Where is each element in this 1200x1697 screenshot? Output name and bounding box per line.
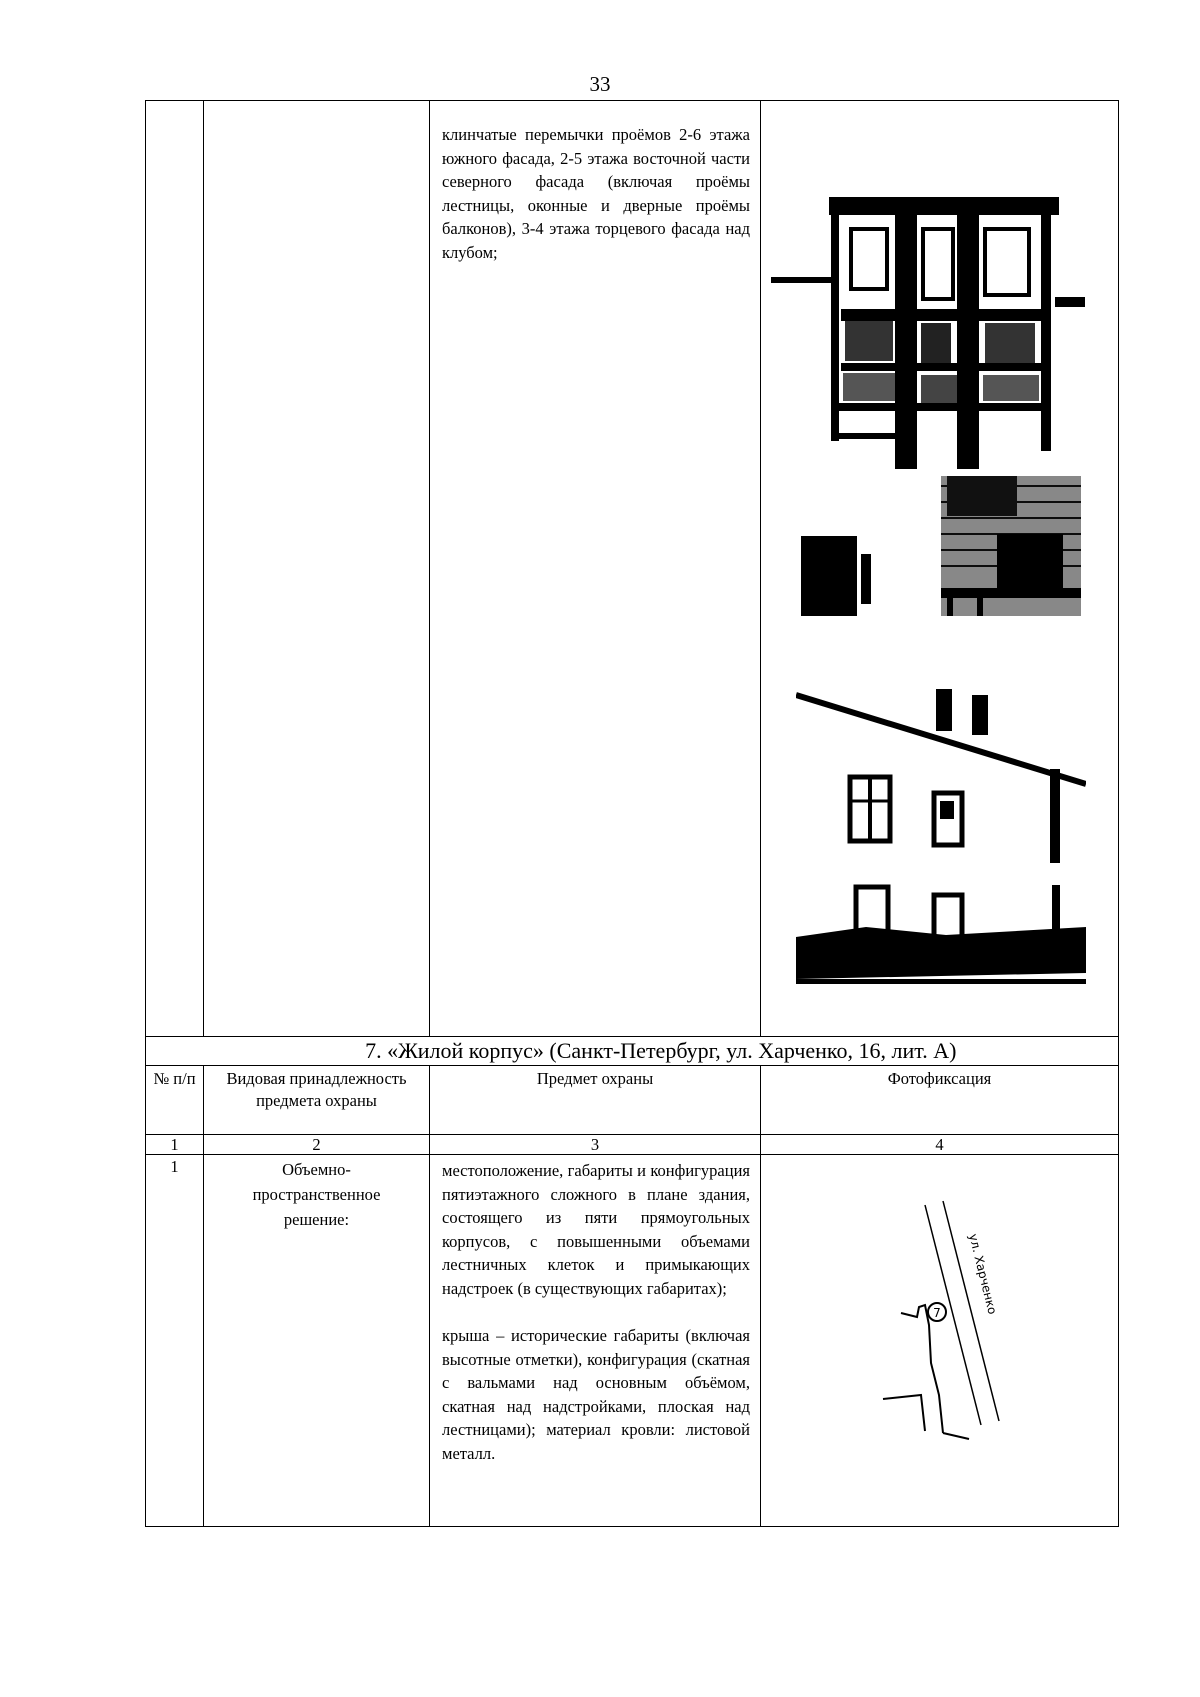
section-title-row	[146, 1037, 1119, 1066]
row-subject-cell	[430, 1155, 761, 1527]
location-map	[881, 1195, 1021, 1445]
header-col-category: Видовая принадлежность предмета охраны	[204, 1066, 430, 1135]
data-row	[146, 1155, 1119, 1527]
facade-photo-balconies	[771, 189, 1111, 469]
section-title-blank	[146, 1037, 204, 1066]
continued-subject-text: клинчатые перемычки проёмов 2-6 этажа южного фасада, 2-5 этажа восточной части северного фасада (включая проёмы лестницы, оконные и дверные проёмы балконов), 3-4 этажа торцевого фасада над клубом;	[442, 125, 750, 262]
page-number: 33	[589, 72, 611, 96]
subject-paragraph-2: крыша – исторические габариты (включая высотные отметки), конфигурация (скатная с вальмами над основным объёмом, скатная над надстройками, плоская над лестницами); материал кровли: листовой металл.	[442, 1326, 750, 1463]
row-category-cell	[204, 1155, 430, 1527]
facade-photo-openings	[801, 476, 1081, 616]
continued-row	[146, 101, 1119, 1037]
header-col-subject: Предмет охраны	[430, 1066, 761, 1135]
section-title: 7. «Жилой корпус» (Санкт-Петербург, ул. Харченко, 16, лит. А)	[365, 1038, 957, 1063]
column-number-1: 1	[146, 1135, 204, 1155]
continued-num-cell	[146, 101, 204, 1037]
header-row	[146, 1066, 1119, 1135]
column-numbers-row	[146, 1135, 1119, 1155]
continued-subject-cell	[430, 101, 761, 1037]
row-number-cell	[146, 1155, 204, 1527]
header-col-photo: Фотофиксация	[761, 1066, 1119, 1135]
row-number: 1	[170, 1157, 179, 1176]
row-photo-cell	[761, 1155, 1119, 1527]
facade-photo-windows	[796, 689, 1086, 989]
continued-category-cell	[204, 101, 430, 1037]
column-number-4: 4	[761, 1135, 1119, 1155]
location-marker-label: 7	[933, 1306, 941, 1320]
column-number-3: 3	[430, 1135, 761, 1155]
section-title-cell	[204, 1037, 1119, 1066]
continued-photo-cell	[761, 101, 1119, 1037]
street-label: ул. Харченко	[966, 1232, 1000, 1316]
header-col-number: № п/п	[146, 1066, 204, 1135]
row-category: Объемно-пространственное решение:	[252, 1160, 381, 1229]
protection-table	[145, 100, 1119, 1527]
column-number-2: 2	[204, 1135, 430, 1155]
subject-paragraph-1: местоположение, габариты и конфигурация пятиэтажного сложного в плане здания, состоящего из пяти прямоугольных корпусов, с повышенными объемами лестничных клеток и примыкающих надстроек (в существующих габаритах);	[442, 1161, 750, 1298]
